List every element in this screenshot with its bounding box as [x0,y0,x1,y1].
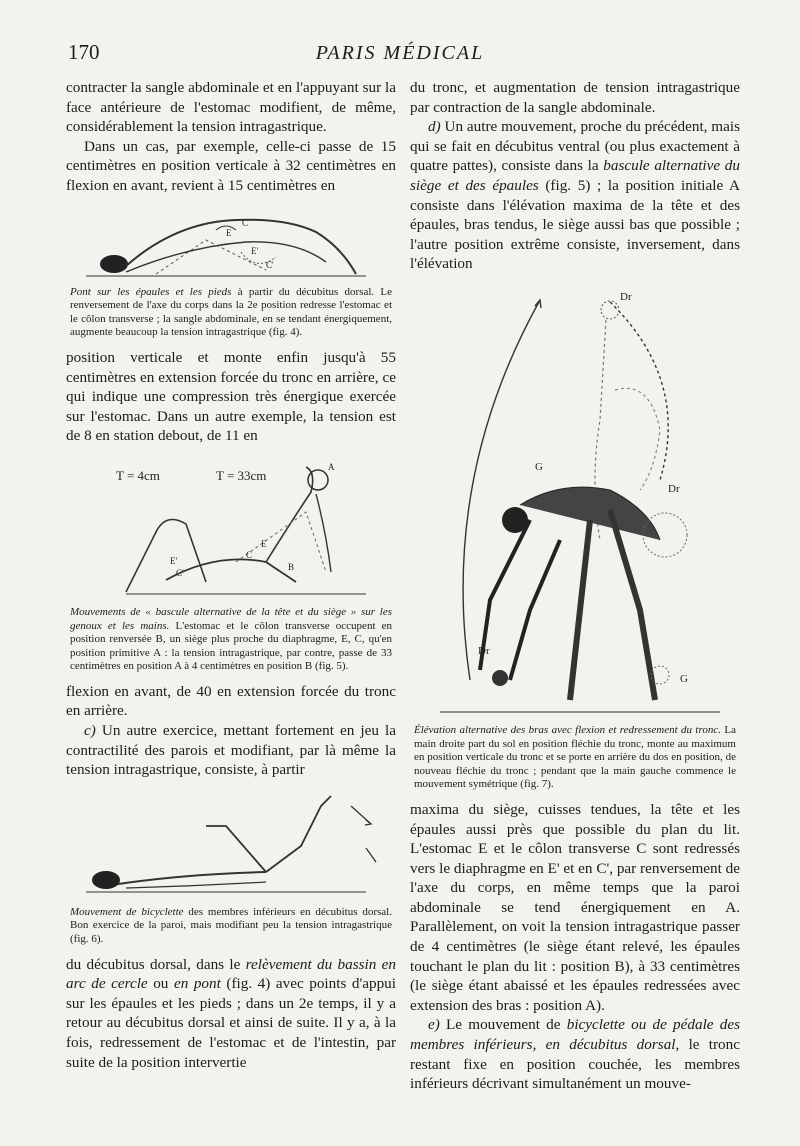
figure-4 [66,202,396,282]
figure-6 [66,786,396,902]
figure-5 [66,452,396,602]
figure-label: C [246,549,253,560]
figure-5-caption [70,606,392,674]
figure-7-caption [414,724,736,792]
page-number: 170 [68,40,100,64]
enumeration-letter: e) [428,1016,440,1034]
arm-raise-illustration [410,280,740,720]
tension-label: T = 33cm [216,467,267,483]
caption-lead: Élévation alternative des bras avec flexion et redressement du tronc. [414,723,721,736]
figure-label: G [535,460,543,473]
paragraph-text: (fig. 5) ; la position initiale A consiste dans l'élévation maxima de la tête et des épaules, bras tendus, le siège aussi bas que possible ; l'autre position extrême consiste, inversement, dans l'élévation [410,176,740,273]
figure-6-caption [70,906,392,947]
figure-label: E' [251,245,259,256]
figure-7 [410,280,740,720]
bridge-exercise-illustration [66,202,396,282]
paragraph: du tronc, et augmentation de tension intragastrique par contraction de la sangle abdominale. [410,79,740,116]
figure-label: C' [266,259,274,270]
paragraph-text: Le mouvement de [439,1016,567,1034]
figure-4-caption [70,286,392,340]
figure-label: E [261,538,267,549]
paragraph-text: ou [147,975,174,993]
paragraph: contracter la sangle abdominale et en l'appuyant sur la face antérieure de l'estomac modifient, de même, considérablement la tension intragastrique. [66,79,396,136]
emphasis: bascule alternative du siège et des épaules [410,157,740,194]
emphasis: bicyclette ou de pédale des membres inférieurs, en décubitus dorsal, [410,1016,740,1054]
paragraph [66,721,396,780]
figure-label: B [288,561,295,572]
paragraph [410,1015,740,1093]
running-head: PARIS MÉDICAL [315,42,485,64]
figure-label: E' [170,555,178,566]
right-column [410,78,740,1094]
kneeling-rocking-illustration [66,452,396,602]
paragraph-text: Un autre mouvement, proche du précédent, mais qui se fait en décubitus ventral (ou plus exactement à quatre pattes), consiste dans la [410,118,740,175]
emphasis: en pont [173,975,221,993]
caption-lead: Mouvements de « bascule alternative de la tête et du siège » sur les genoux et les mains. [70,605,392,632]
figure-label: A [328,461,335,472]
paragraph: Dans un cas, par exemple, celle-ci passe de 15 centimètres en position verticale à 32 centimètres en flexion en avant, revient à 15 centimètres en [66,137,396,194]
caption-text: à partir du décubitus dorsal. Le renversement de l'axe du corps dans la 2e position redresse l'estomac et le côlon transverse ; la sangle abdominale, en se tendant énergiquement, augmente beaucoup la tension intragastrique (fig. 4). [70,285,392,339]
paragraph [410,117,740,274]
figure-label: E [226,227,232,238]
figure-label: Dr [620,290,632,303]
paragraph: position verticale et monte enfin jusqu'à 55 centimètres en extension forcée du tronc en arrière, ce qui indique une compression très énergique exercée sur l'estomac. Dans un autre exemple, la tension est de 8 en station debout, de 11 en [66,348,396,445]
paragraph-text: du décubitus dorsal, dans le [66,955,246,973]
caption-text: L'estomac et le côlon transverse occupent en position renversée B, un siège plus proche du diaphragme, E, C, qu'en position primitive A : la tension intragastrique, par contre, passe de 33 centimètres en position A à 4 centimètres en position B (fig. 5). [70,619,393,673]
figure-label: C [242,217,249,228]
left-column [66,78,396,1072]
caption-lead: Mouvement de bicyclette [70,905,184,918]
paragraph-text: Un autre exercice, mettant fortement en jeu la contractilité des parois et modifiant, par là même la tension intragastrique, consiste, à partir [66,722,396,779]
paragraph-text: (fig. 4) avec points d'appui sur les épaules et les pieds ; dans un 2e temps, il y a retour au décubitus dorsal et ainsi de suite. Il y a, à la fois, redressement de l'estomac et de l'intestin, par suite de la position intervertie [66,975,396,1071]
paragraph [66,955,396,1073]
figure-label: Dr [668,482,680,495]
enumeration-letter: c) [84,722,96,740]
paragraph-text: le tronc restant fixe en position couchée, les membres inférieurs décrivant simultanément un mouve- [410,1036,740,1093]
figure-label: G [680,672,688,685]
tension-label: T = 4cm [116,467,160,483]
bicycle-exercise-illustration [66,786,396,902]
caption-lead: Pont sur les épaules et les pieds [70,285,232,298]
paragraph: maxima du siège, cuisses tendues, la tête et les épaules aussi près que possible du plan du lit. L'estomac E et le côlon transverse C sont redressés vers le diaphragme en E' et en C', par renversement de l'axe du corps, en même temps que la paroi abdominale se tend énergiquement en A. Parallèlement, on voit la tension intragastrique passer de 4 centimètres (le siège étant relevé, les épaules touchant le plan du lit : position B), à 33 centimètres (le siège étant abaissé et les épaules redressées avec extension des bras : position A). [410,800,740,1014]
figure-label: Dr [478,644,490,657]
emphasis: relèvement du bassin en arc de cercle [66,955,396,993]
paragraph: flexion en avant, de 40 en extension forcée du tronc en arrière. [66,682,396,720]
figure-label: C' [176,567,184,578]
enumeration-letter: d) [428,118,441,136]
caption-text: des membres inférieurs en décubitus dorsal. Bon exercice de la paroi, mais modifiant peu la tension intragastrique (fig. 6). [70,905,392,946]
caption-text: La main droite part du sol en position fléchie du tronc, monte au maximum en position verticale du tronc et se porte en arrière du dos en position, de nouveau fléchie du tronc ; pendant que la main gauche commence le mouvement symétrique (fig. 7). [414,723,736,791]
